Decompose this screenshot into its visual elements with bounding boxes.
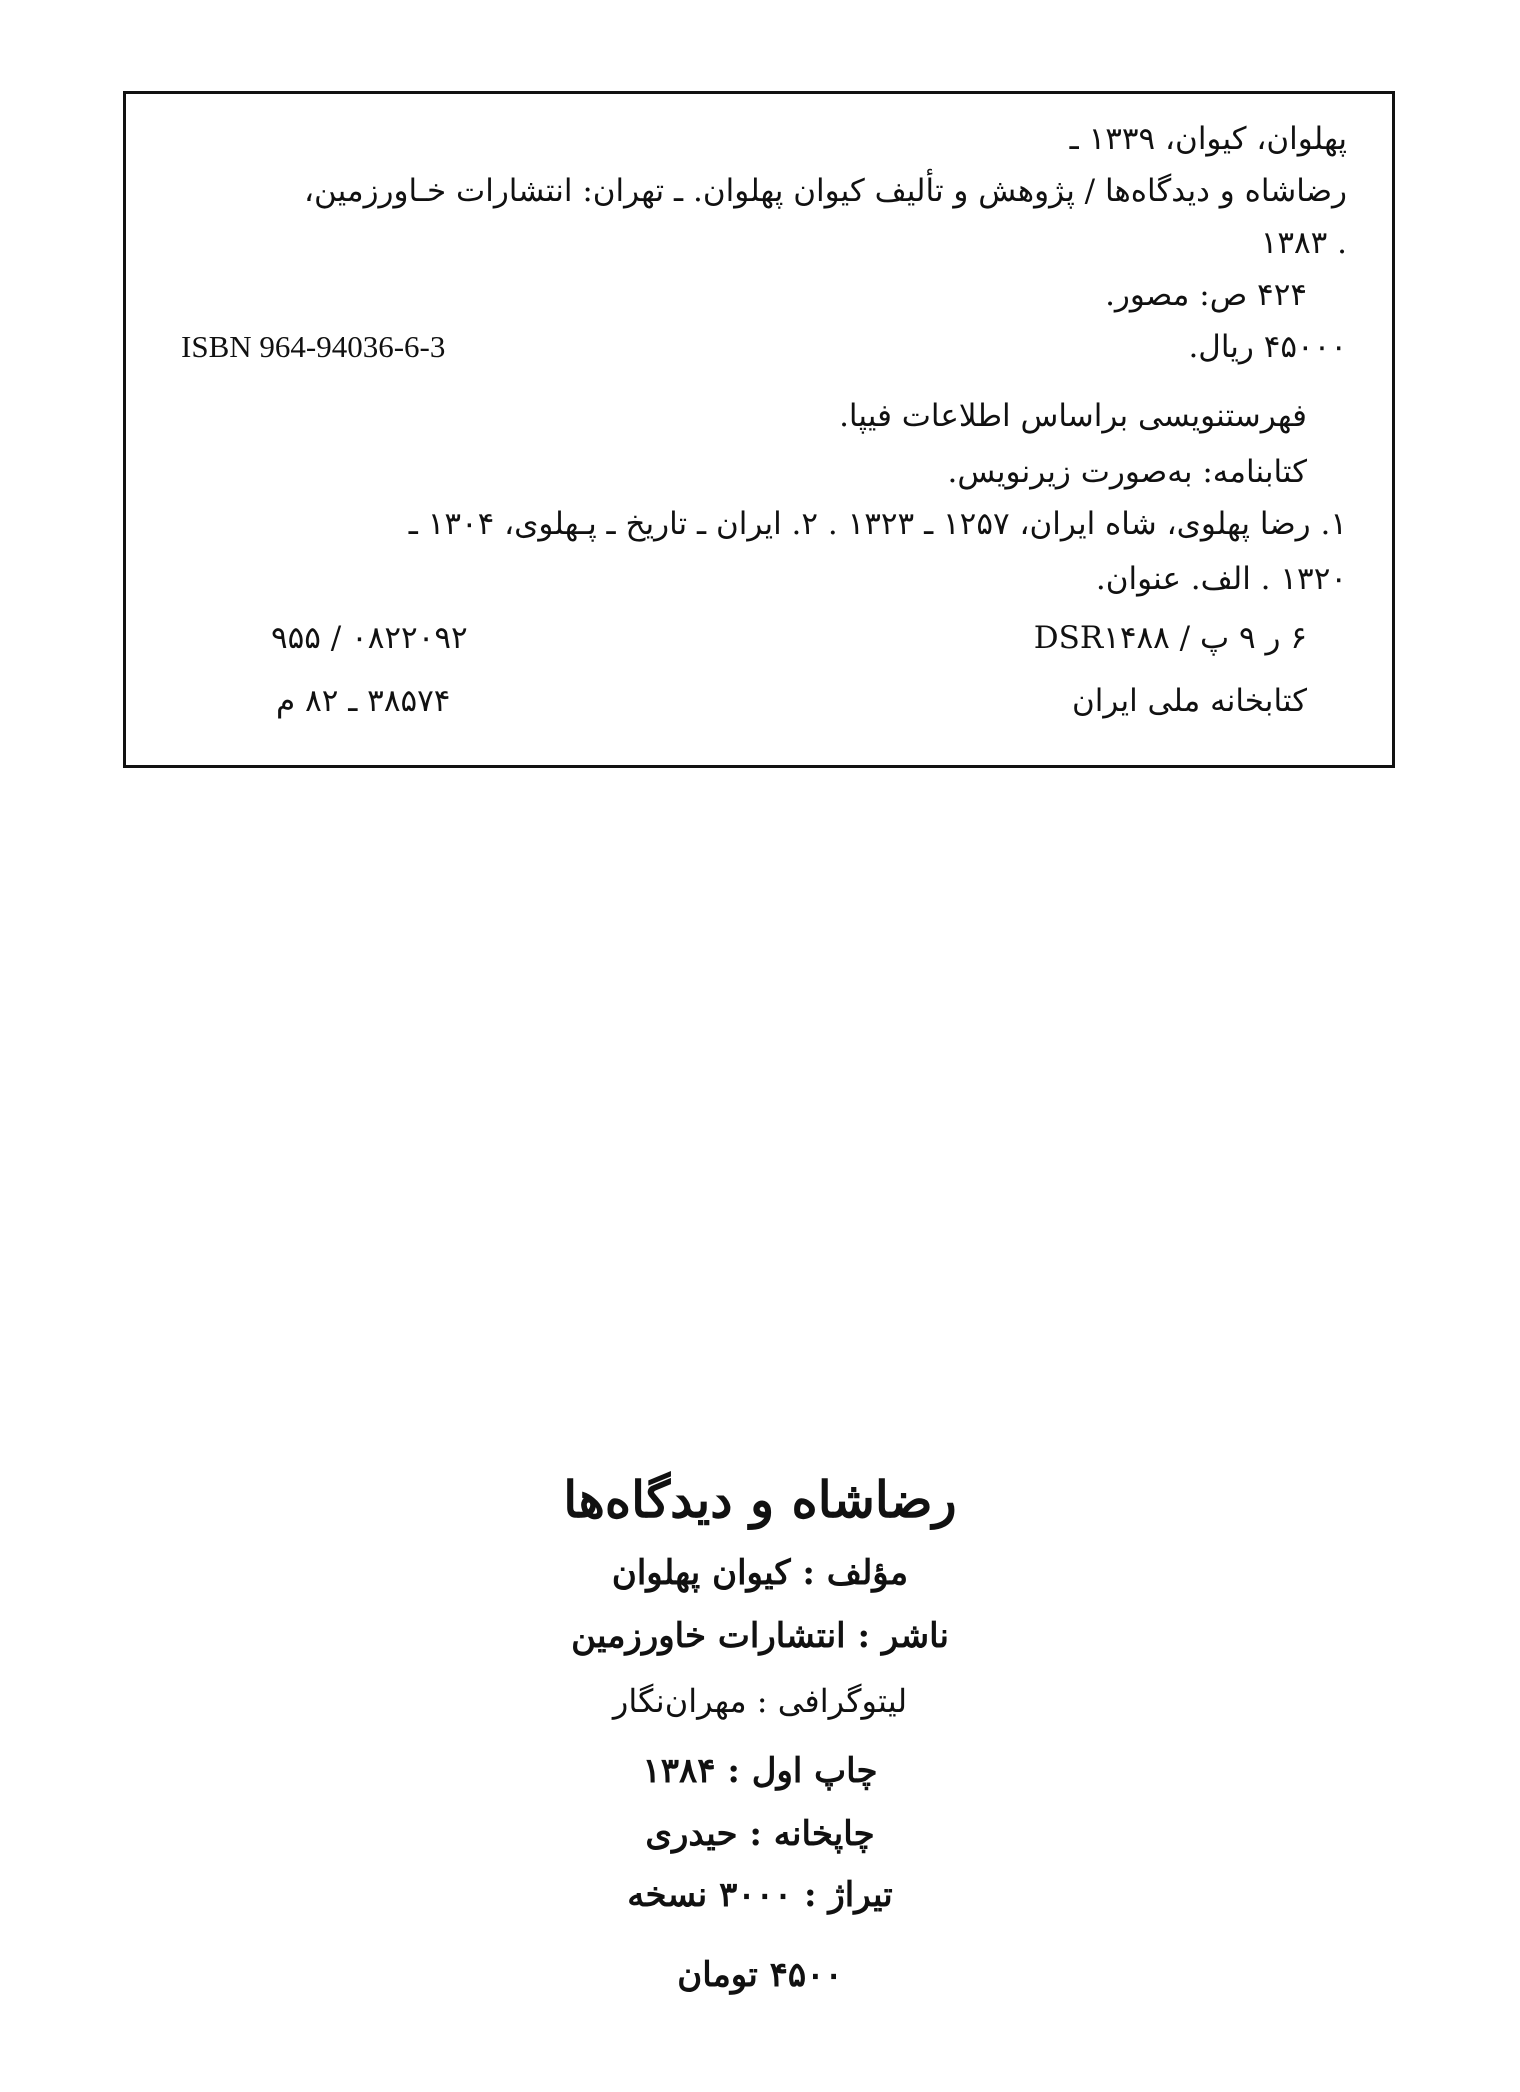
colophon-circulation: تیراژ : ۳۰۰۰ نسخه	[627, 1875, 893, 1915]
catalog-subjects-line: ۱. رضا پهلوی، شاه ایران، ۱۲۵۷ ـ ۱۳۲۳ . ۲. ایران ـ تاریخ ـ پـهلوی، ۱۳۰۴ ـ	[408, 506, 1347, 542]
catalog-price: ۴۵۰۰۰ ریال.	[1188, 329, 1347, 365]
catalog-bibliography-note: کتابنامه: به‌صورت زیرنویس.	[947, 454, 1307, 490]
colophon-author: مؤلف : کیوان پهلوان	[611, 1553, 909, 1593]
catalog-fipa-note: فهرستنویسی براساس اطلاعات فیپا.	[839, 398, 1307, 434]
catalog-isbn: ISBN 964-94036-6-3	[181, 329, 446, 364]
catalog-classification: ۶ ر ۹ پ / DSR۱۴۸۸	[1033, 620, 1307, 656]
catalog-library-number: ۳۸۵۷۴ ـ ۸۲ م	[276, 683, 451, 719]
catalog-subjects-continued: ۱۳۲۰ . الف. عنوان.	[1095, 561, 1347, 597]
catalog-pages-line: ۴۲۴ ص: مصور.	[1105, 277, 1307, 313]
catalog-author-line: پهلوان، کیوان، ۱۳۳۹ ـ	[1069, 121, 1347, 157]
colophon-lithography: لیتوگرافی : مهران‌نگار	[612, 1682, 908, 1720]
catalog-library: کتابخانه ملی ایران	[1071, 683, 1307, 719]
colophon-publisher: ناشر : انتشارات خاورزمین	[571, 1616, 949, 1656]
catalog-classification-number: ۹۵۵ / ۰۸۲۲۰۹۲	[271, 620, 468, 656]
catalog-record-box	[123, 91, 1395, 768]
colophon-price: ۴۵۰۰ تومان	[677, 1955, 843, 1995]
book-title: رضاشاه و دیدگاه‌ها	[563, 1470, 957, 1529]
colophon-printer: چاپخانه : حیدری	[645, 1814, 875, 1854]
catalog-title-line: رضاشاه و دیدگاه‌ها / پژوهش و تألیف کیوان پهلوان. ـ تهران: انتشارات خـاورزمین،	[304, 173, 1347, 209]
catalog-year-line: ۱۳۸۳ .	[1260, 225, 1347, 261]
colophon-edition: چاپ اول : ۱۳۸۴	[642, 1751, 878, 1791]
